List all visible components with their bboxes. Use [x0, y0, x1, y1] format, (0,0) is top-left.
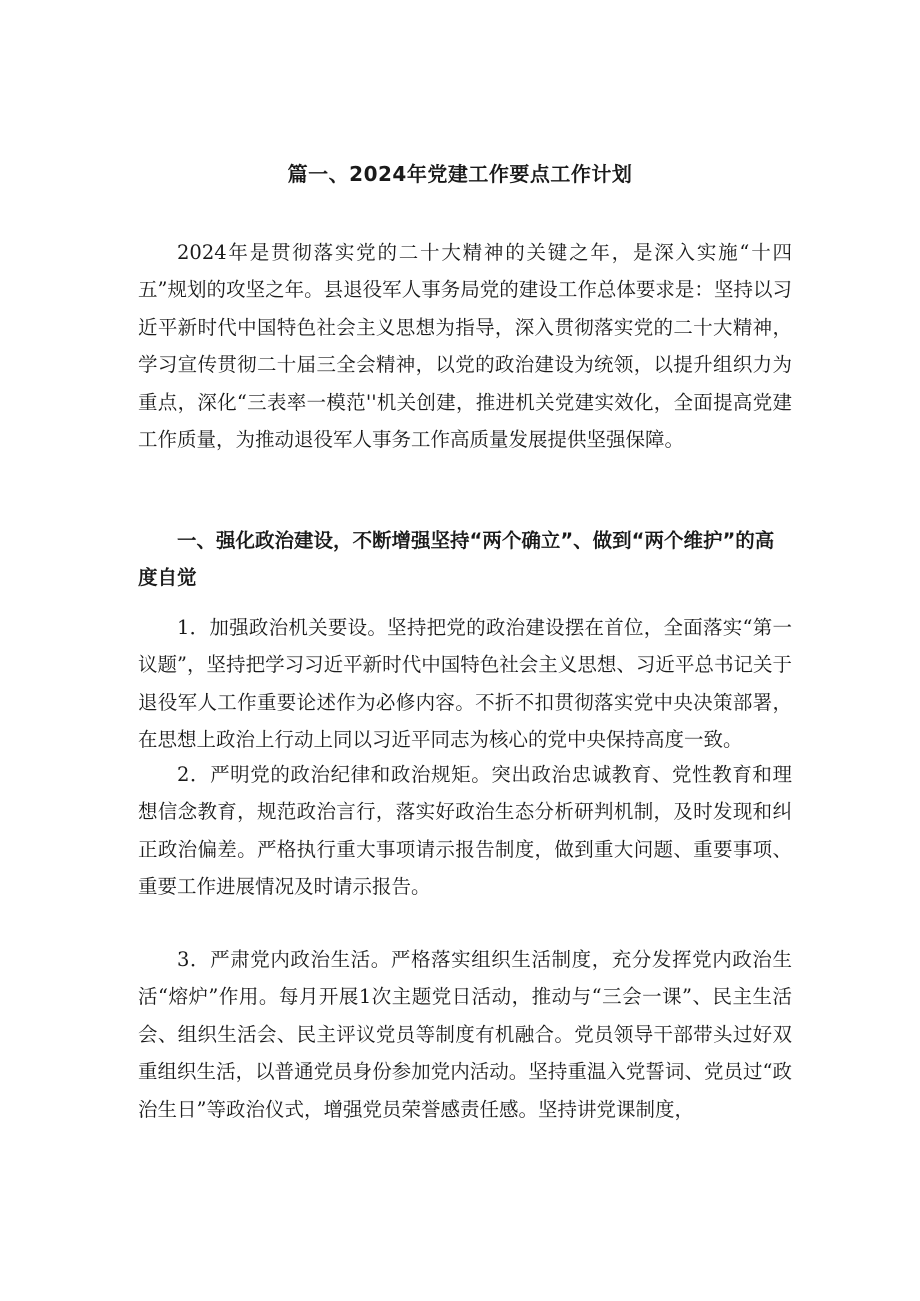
document-title: 篇一、2024年党建工作要点工作计划: [287, 162, 633, 186]
section-item-1: 1．加强政治机关要设。坚持把党的政治建设摆在首位，全面落实“第一议题”，坚持把学习习近平新时代中国特色社会主义思想、习近平总书记关于退役军人工作重要论述作为必修内容。不折不扣贯彻落实党中央决策部署，在思想上政治上行动上同以习近平同志为核心的党中央保持高度一致。: [138, 616, 792, 752]
section-heading: 一、强化政治建设，不断增强坚持“两个确立”、做到“两个维护”的高度自觉: [138, 529, 775, 590]
section-item-3: 3．严肃党内政治生活。严格落实组织生活制度，充分发挥党内政治生活“熔炉”作用。每月开展1次主题党日活动，推动与“三会一课”、民主生活会、组织生活会、民主评议党员等制度有机融合。党员领导干部带头过好双重组织生活，以普通党员身份参加党内活动。坚持重温入党誓词、党员过“政治生日”等政治仪式，增强党员荣誉感责任感。坚持讲党课制度，: [138, 948, 792, 1121]
intro-paragraph: 2024年是贯彻落实党的二十大精神的关键之年，是深入实施“十四五”规划的攻坚之年。县退役军人事务局党的建设工作总体要求是：坚持以习近平新时代中国特色社会主义思想为指导，深入贯彻落实党的二十大精神，学习宣传贯彻二十届三全会精神，以党的政治建设为统领，以提升组织力为重点，深化“三表率一模范''机关创建，推进机关党建实效化，全面提高党建工作质量，为推动退役军人事务工作高质量发展提供坚强保障。: [138, 241, 792, 452]
section-item-2: 2．严明党的政治纪律和政治规矩。突出政治忠诚教育、党性教育和理想信念教育，规范政治言行，落实好政治生态分析研判机制，及时发现和纠正政治偏差。严格执行重大事项请示报告制度，做到重大问题、重要事项、重要工作进展情况及时请示报告。: [138, 763, 792, 899]
